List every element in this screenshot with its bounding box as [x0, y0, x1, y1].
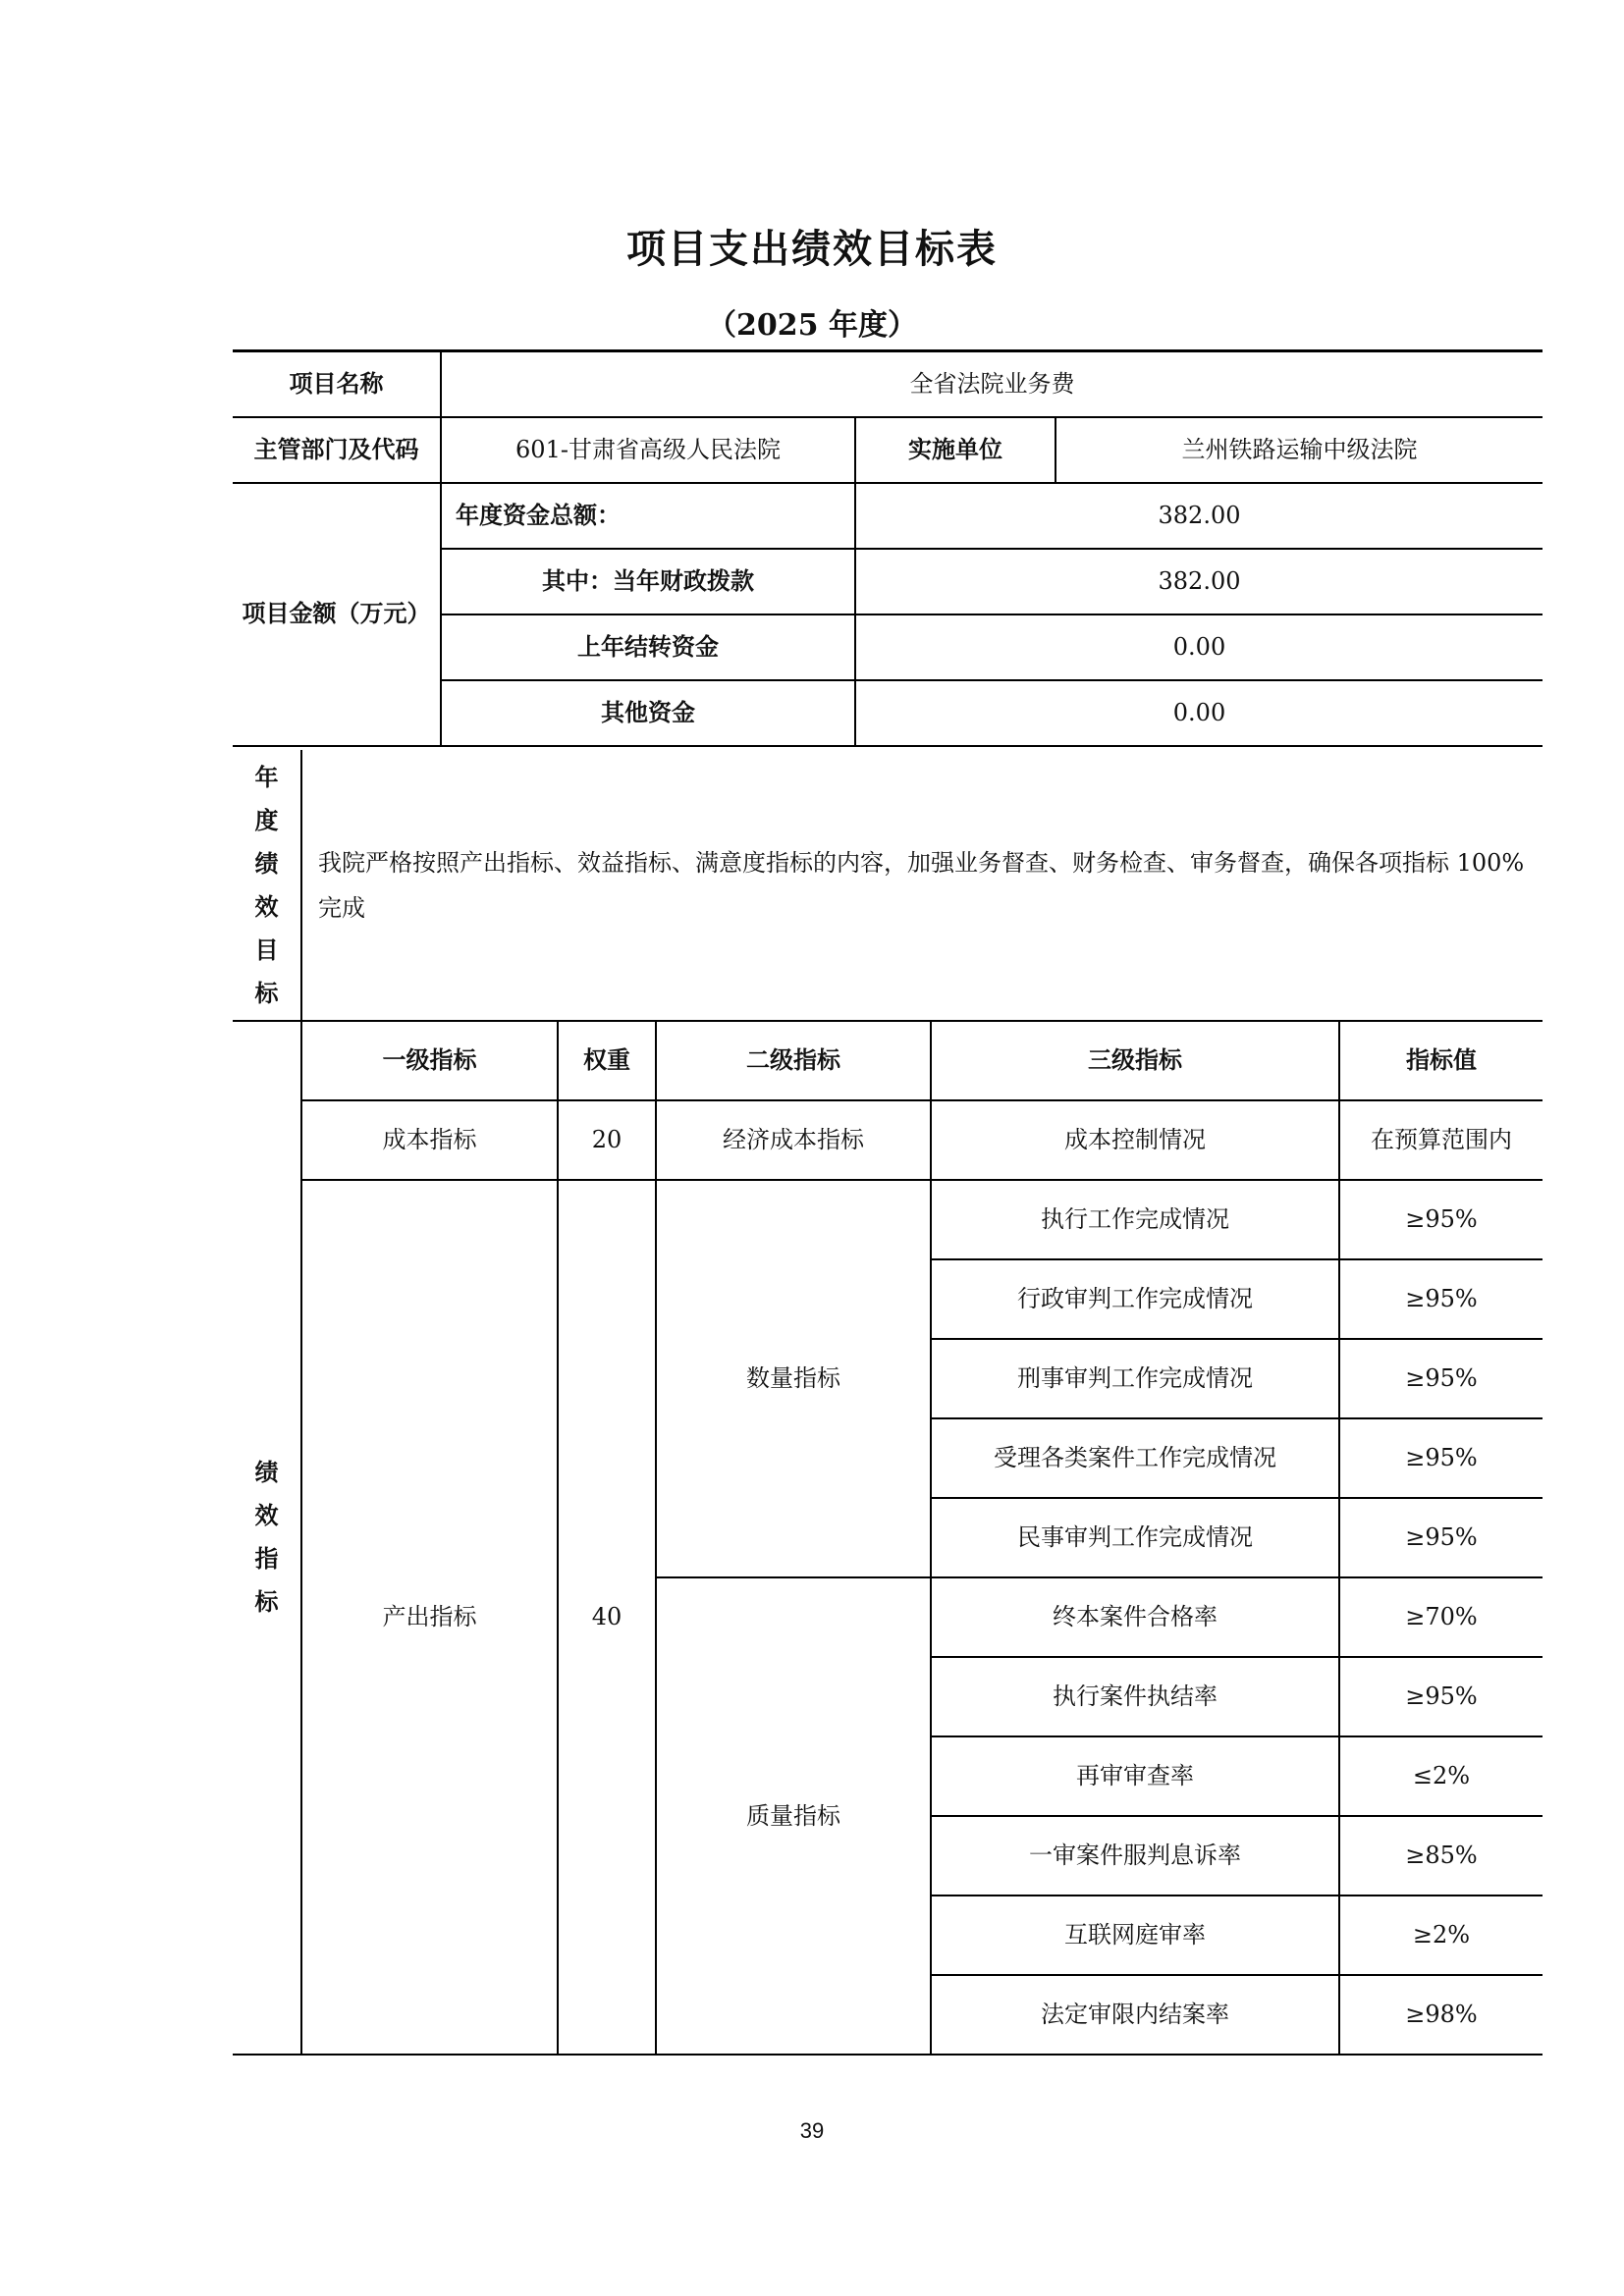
indicator-value: ≥95%: [1339, 1339, 1543, 1418]
indicator-name: 法定审限内结案率: [931, 1975, 1339, 2055]
project-name-value: 全省法院业务费: [441, 351, 1543, 417]
project-info-table: [233, 349, 1543, 747]
indicator-name: 执行案件执结率: [931, 1657, 1339, 1736]
indicator-name: 受理各类案件工作完成情况: [931, 1418, 1339, 1498]
amount-total-label: 年度资金总额：: [441, 483, 855, 549]
annual-goal-label-text: 年 度 绩 效 目 标: [254, 762, 279, 1007]
page-title: 项目支出绩效目标表: [626, 226, 998, 272]
annual-goal-table: [233, 750, 1543, 1022]
indicator-value: ≥98%: [1339, 1975, 1543, 2055]
amount-fiscal-value: 382.00: [855, 549, 1543, 614]
amount-fiscal-label: 其中：当年财政拨款: [441, 549, 855, 614]
quality-label: 质量指标: [656, 1577, 931, 2055]
header-level2: 二级指标: [656, 1021, 931, 1100]
header-weight: 权重: [558, 1021, 656, 1100]
cost-weight: 20: [558, 1100, 656, 1180]
indicator-value: ≤2%: [1339, 1736, 1543, 1816]
dept-value: 601-甘肃省高级人民法院: [441, 417, 855, 483]
indicators-section-label-text: 绩 效 指 标: [254, 1458, 279, 1616]
indicator-name: 刑事审判工作完成情况: [931, 1339, 1339, 1418]
indicator-name: 民事审判工作完成情况: [931, 1498, 1339, 1577]
quantity-label: 数量指标: [656, 1180, 931, 1577]
indicator-value: ≥70%: [1339, 1577, 1543, 1657]
indicator-value: ≥95%: [1339, 1657, 1543, 1736]
indicator-value: ≥2%: [1339, 1896, 1543, 1975]
amount-other-value: 0.00: [855, 680, 1543, 746]
project-name-label: 项目名称: [233, 351, 441, 417]
amount-total-value: 382.00: [855, 483, 1543, 549]
cost-level3: 成本控制情况: [931, 1100, 1339, 1180]
indicators-section-label: [233, 1021, 301, 2055]
output-weight: 40: [558, 1180, 656, 2055]
header-level1: 一级指标: [301, 1021, 558, 1100]
output-level1: 产出指标: [301, 1180, 558, 2055]
cost-value: 在预算范围内: [1339, 1100, 1543, 1180]
amount-other-label: 其他资金: [441, 680, 855, 746]
cost-level2: 经济成本指标: [656, 1100, 931, 1180]
indicator-name: 互联网庭审率: [931, 1896, 1339, 1975]
header-value: 指标值: [1339, 1021, 1543, 1100]
indicator-name: 一审案件服判息诉率: [931, 1816, 1339, 1896]
indicator-value: ≥95%: [1339, 1259, 1543, 1339]
indicator-value: ≥95%: [1339, 1418, 1543, 1498]
indicator-value: ≥95%: [1339, 1180, 1543, 1259]
indicator-name: 行政审判工作完成情况: [931, 1259, 1339, 1339]
indicators-table: [233, 1020, 1543, 2056]
page-subtitle: （2025 年度）: [707, 308, 917, 343]
impl-label: 实施单位: [855, 417, 1056, 483]
indicator-value: ≥85%: [1339, 1816, 1543, 1896]
dept-label: 主管部门及代码: [233, 417, 441, 483]
cost-level1: 成本指标: [301, 1100, 558, 1180]
annual-goal-label: [233, 750, 301, 1021]
indicator-name: 再审审查率: [931, 1736, 1339, 1816]
impl-value: 兰州铁路运输中级法院: [1056, 417, 1543, 483]
indicator-name: 执行工作完成情况: [931, 1180, 1339, 1259]
amount-carryover-label: 上年结转资金: [441, 614, 855, 680]
amount-carryover-value: 0.00: [855, 614, 1543, 680]
indicator-name: 终本案件合格率: [931, 1577, 1339, 1657]
page-number: 39: [799, 2118, 825, 2143]
indicator-value: ≥95%: [1339, 1498, 1543, 1577]
amount-label: 项目金额（万元）: [233, 483, 441, 746]
annual-goal-text: 我院严格按照产出指标、效益指标、满意度指标的内容，加强业务督查、财务检查、审务督查，确保各项指标 100%完成: [301, 750, 1543, 1021]
header-level3: 三级指标: [931, 1021, 1339, 1100]
